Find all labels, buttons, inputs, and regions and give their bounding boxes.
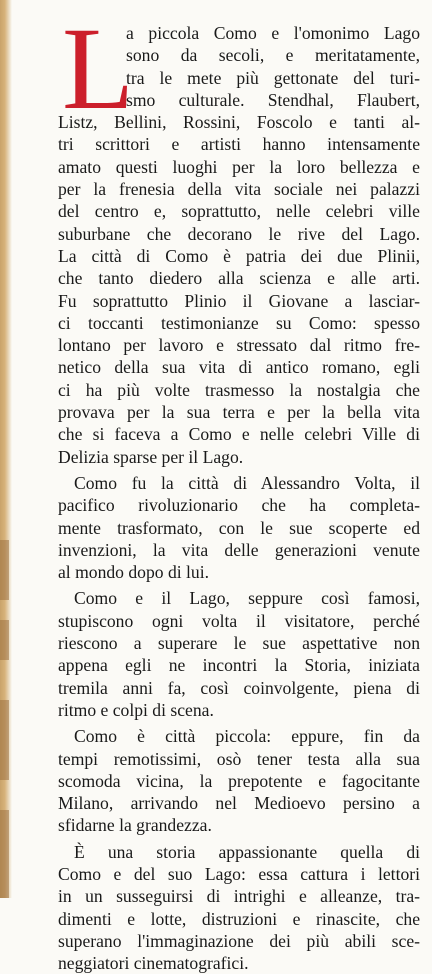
text-line: Listz, Bellini, Rossini, Foscolo e tanti al- xyxy=(58,112,420,133)
text-line: Como e del suo Lago: essa cattura i lettori xyxy=(58,863,420,884)
text-line: È una storia appassionante quella di xyxy=(74,841,420,862)
text-line: Como fu la città di Alessandro Volta, il xyxy=(74,472,420,493)
text-line: ci ha più volte trasmesso la nostalgia che xyxy=(58,379,420,400)
text-line: neggiatori cinematografici. xyxy=(58,953,249,974)
page-edge-photo xyxy=(0,0,12,898)
text-line: del centro e, soprattutto, nelle celebri ville xyxy=(58,201,420,222)
paragraph xyxy=(58,472,420,583)
text-line: La città di Como è patria dei due Plinii, xyxy=(58,245,420,266)
text-line: superano l'immaginazione dei più abili sce- xyxy=(58,930,420,951)
text-line: Milano, arrivando nel Medioevo persino a xyxy=(58,793,420,814)
paragraph xyxy=(58,725,420,836)
text-line: Delizia sparse per il Lago. xyxy=(58,446,244,467)
drop-cap: L xyxy=(62,3,135,134)
text-line: sfidarne la grandezza. xyxy=(58,815,212,836)
text-line: provava per la sua terra e per la bella vita xyxy=(58,402,420,423)
text-line: che tanto diedero alla scienza e alle arti. xyxy=(58,268,420,289)
text-line: netico della sua vita di antico romano, egli xyxy=(58,357,420,378)
text-line: appena egli ne incontri la Storia, iniziata xyxy=(58,655,420,676)
text-line: invenzioni, la vita delle generazioni venute xyxy=(58,539,420,560)
paragraph xyxy=(58,3,420,468)
text-line: Como e il Lago, seppure così famosi, xyxy=(74,588,420,609)
text-line: tempi remotissimi, osò tener testa alla sua xyxy=(58,748,420,769)
paragraph xyxy=(58,587,420,721)
text-line: ritmo e colpi di scena. xyxy=(58,699,214,720)
text-line: dimenti e lotte, distruzioni e rinascite, che xyxy=(58,908,420,929)
text-line: scomoda vicina, la prepotente e fagocitante xyxy=(58,770,420,791)
text-line: per la frenesia della vita sociale nei palazzi xyxy=(58,179,420,200)
text-line: ci toccanti testimonianze su Como: spesso xyxy=(58,312,420,333)
text-line: suburbane che decorano le rive del Lago. xyxy=(58,223,420,244)
text-line: lontano per lavoro e stressato dal ritmo fre- xyxy=(58,335,420,356)
text-line: Fu soprattutto Plinio il Giovane a lasciar- xyxy=(58,290,420,311)
text-line: amato questi luoghi per la loro bellezza e xyxy=(58,156,420,177)
text-line: che si faceva a Como e nelle celebri Ville di xyxy=(58,424,420,445)
text-line: a piccola Como e l'omonimo Lago xyxy=(126,23,420,43)
text-line: sono da secoli, e meritatamente, xyxy=(126,45,420,66)
text-line: smo culturale. Stendhal, Flaubert, xyxy=(126,89,420,110)
text-line: in un susseguirsi di intrighi e alleanze, tra- xyxy=(58,886,420,907)
text-line: Como è città piccola: eppure, fin da xyxy=(74,726,420,747)
text-line: tra le mete più gettonate del turi- xyxy=(126,67,420,88)
text-line: mente trasformato, con le sue scoperte ed xyxy=(58,517,420,538)
text-line: riescono a superare le sue aspettative non xyxy=(58,633,420,654)
paragraph xyxy=(58,841,420,974)
text-line: stupiscono ogni volta il visitatore, perché xyxy=(58,610,420,631)
text-line: pacifico rivoluzionario che ha completa- xyxy=(58,495,420,516)
article-body xyxy=(58,3,420,974)
text-line: tri scrittori e artisti hanno intensamente xyxy=(58,134,420,155)
text-line: al mondo dopo di lui. xyxy=(58,562,210,583)
text-line: tremila anni fa, così coinvolgente, piena di xyxy=(58,677,420,698)
